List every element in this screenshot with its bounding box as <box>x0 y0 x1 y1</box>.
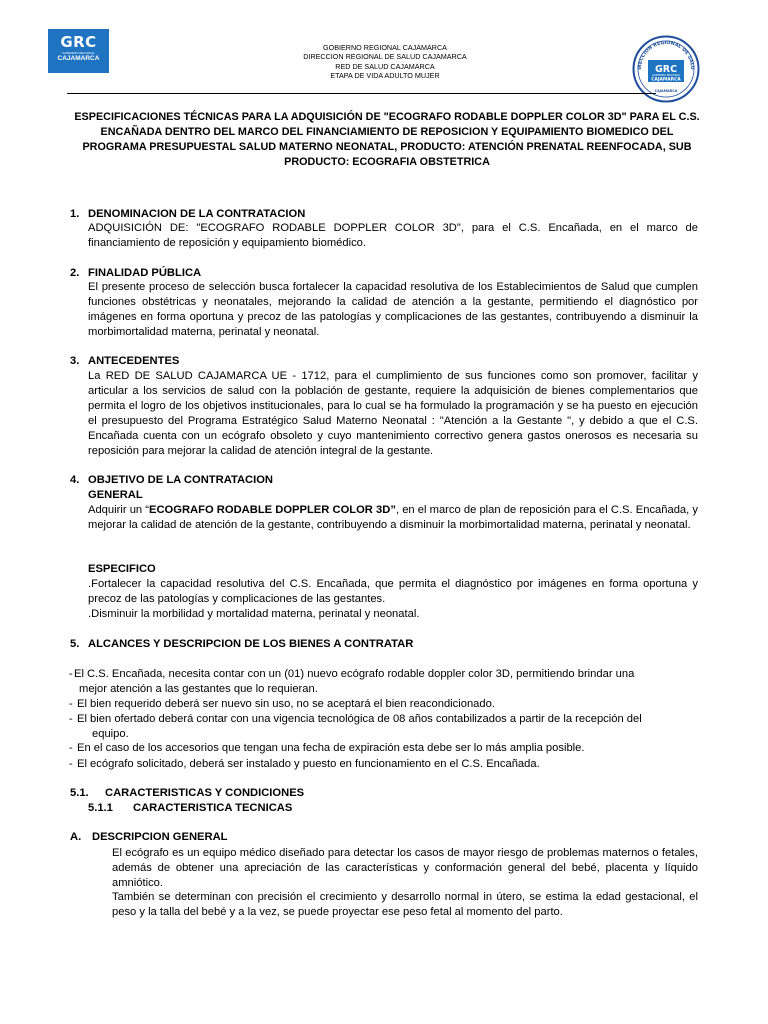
section-number: 4. <box>70 474 80 486</box>
title-line: ESPECIFICACIONES TÉCNICAS PARA LA ADQUISICIÓN DE "ECOGRAFO RODABLE DOPPLER COLOR 3D" PARA EL C.S. <box>74 111 700 123</box>
section-number: 5. <box>70 638 80 650</box>
header-line: RED DE SALUD CAJAMARCA <box>335 61 435 71</box>
header-lines <box>260 43 510 81</box>
header-divider <box>67 93 656 94</box>
subsection-number: 5.1.1 <box>88 802 113 814</box>
bullet-item: El ecógrafo solicitado, deberá ser instalado y puesto en funcionamiento en el C.S. Encañada. <box>77 758 540 770</box>
objective-general-post: , en el marco de plan de reposición para el C.S. Encañada, y mejorar la calidad de atención de la gestante, contribuyendo a disminuir la morbimortalidad materna, perinatal y neonatal. <box>88 504 699 531</box>
subheading-especifico: ESPECIFICO <box>88 563 156 575</box>
section-number: 3. <box>70 355 80 367</box>
bullet-item: El bien requerido deberá ser nuevo sin uso, no se aceptará el bien reacondicionado. <box>77 698 495 710</box>
section-number: 1. <box>70 208 80 220</box>
bullet-dash: - <box>69 742 73 754</box>
objective-especifico-1: .Fortalecer la capacidad resolutiva del C.S. Encañada, que permita el diagnóstico por imágenes en forma oportuna y precoz de las patologías y complicaciones de las gestantes. <box>88 578 698 605</box>
subsection-number: 5.1. <box>70 787 89 799</box>
bullet-item-cont: equipo. <box>92 728 129 740</box>
logo-abbr: GRC <box>60 33 97 51</box>
bullet-item: El C.S. Encañada, necesita contar con un (01) nuevo ecógrafo rodable doppler color 3D, permitiendo brindar una <box>74 668 635 680</box>
subsection-heading: CARACTERISTICA TECNICAS <box>133 802 293 814</box>
objective-especifico-2: .Disminuir la morbilidad y mortalidad materna, perinatal y neonatal. <box>88 608 420 620</box>
section-heading: DENOMINACION DE LA CONTRATACION <box>88 208 306 220</box>
header-line: GOBIERNO REGIONAL CAJAMARCA <box>323 43 447 52</box>
bullet-item: En el caso de los accesorios que tengan una fecha de expiración esta debe ser lo más amplia posible. <box>77 742 585 754</box>
bullet-dash: - <box>69 713 73 725</box>
description-paragraph: El ecógrafo es un equipo médico diseñado para detectar los casos de mayor riesgo de problemas maternos o fetales, además de obtener una apreciación de las características y conformación general del bebé, placenta y líquido amniótico. <box>112 847 698 889</box>
section-heading: FINALIDAD PÚBLICA <box>88 267 202 279</box>
grc-logo <box>48 29 109 73</box>
section-body: La RED DE SALUD CAJAMARCA UE - 1712, para el cumplimiento de sus funciones como son promover, facilitar y articular a los servicios de salud con la población de gestante, requiere la adquisición de bienes complementarios que permita el logro de los objetivos institucionales, para lo cual se ha formulado la programación y se ha puesto en ejecución el presupuesto del Programa Estratégico Salud Materno Neonatal : "Atención a la Gestante ", y debido a que el C.S. Encañada cuenta con un ecógrafo obsoleto y cuyo mantenimiento correctivo genera gastos onerosos es necesaria su reposición para mejorar la calidad de atención integral de la gestante. <box>88 370 698 457</box>
seal-name: CAJAMARCA <box>651 77 681 83</box>
header-line: ETAPA DE VIDA ADULTO MUJER <box>330 71 440 81</box>
logo-subtitle: GOBIERNO REGIONAL <box>62 51 95 55</box>
seal-arc-text: IRECCION REGIONAL DE SALU <box>637 40 695 70</box>
section-heading: ANTECEDENTES <box>88 355 180 367</box>
bullet-dash: - <box>69 758 73 770</box>
subsection-heading: DESCRIPCION GENERAL <box>92 831 228 843</box>
objective-general-product: ECOGRAFO RODABLE DOPPLER COLOR 3D” <box>149 504 396 516</box>
logo-name: CAJAMARCA <box>57 55 100 62</box>
seal-abbr: GRC <box>654 64 678 75</box>
section-heading: OBJETIVO DE LA CONTRATACION <box>88 474 274 486</box>
subsection-heading: CARACTERISTICAS Y CONDICIONES <box>105 787 305 799</box>
seal-bottom-text: CAJAMARCA <box>654 89 678 93</box>
section-body: ADQUISICIÓN DE: "ECOGRAFO RODABLE DOPPLER COLOR 3D", para el C.S. Encañada, en el marco de financiamiento de reposición y equipamiento biomédico. <box>88 222 698 249</box>
title-line: PRODUCTO: ECOGRAFIA OBSTETRICA <box>284 156 490 168</box>
bullet-item: El bien ofertado deberá contar con una vigencia tecnológica de 08 años contabilizados a partir de la recepción del <box>77 713 642 725</box>
subsection-number: A. <box>70 831 82 843</box>
description-paragraph: También se determinan con precisión el crecimiento y desarrollo normal in útero, se estima la edad gestacional, el peso y la talla del bebé y a la vez, se puede proyectar ese peso fetal al momento del parto. <box>112 891 698 918</box>
title-line: PROGRAMA PRESUPUESTAL SALUD MATERNO NEONATAL, PRODUCTO: ATENCIÓN PRENATAL REENFOCADA, SUB <box>82 141 692 153</box>
document-title <box>74 110 700 170</box>
bullet-dash: - <box>69 668 73 680</box>
section-body: El presente proceso de selección busca fortalecer la capacidad resolutiva de los Establecimientos de Salud que cumplen funciones obstétricas y neonatales, mejorando la calidad de atención a la gestante, permitiendo el diagnóstico por imágenes en forma oportuna y precoz de las patologías y complicaciones de las gestantes, contribuyendo a disminuir la morbimortalidad materna, perinatal y neonatal. <box>88 281 698 338</box>
section-heading: ALCANCES Y DESCRIPCION DE LOS BIENES A CONTRATAR <box>88 638 414 650</box>
seal-subtitle: GOBIERNO REGIONAL <box>651 74 681 77</box>
header-line: DIRECCION REGIONAL DE SALUD CAJAMARCA <box>303 52 467 62</box>
objective-general <box>88 503 698 533</box>
bullet-dash: - <box>69 698 73 710</box>
objective-general-pre: Adquirir un “ <box>88 504 150 516</box>
title-line: ENCAÑADA DENTRO DEL MARCO DEL FINANCIAMIENTO DE REPOSICION Y EQUIPAMIENTO BIOMEDICO DEL <box>100 126 674 138</box>
section-number: 2. <box>70 267 80 279</box>
subheading-general: GENERAL <box>88 489 143 501</box>
bullet-item-cont: mejor atención a las gestantes que lo requieran. <box>79 683 318 695</box>
